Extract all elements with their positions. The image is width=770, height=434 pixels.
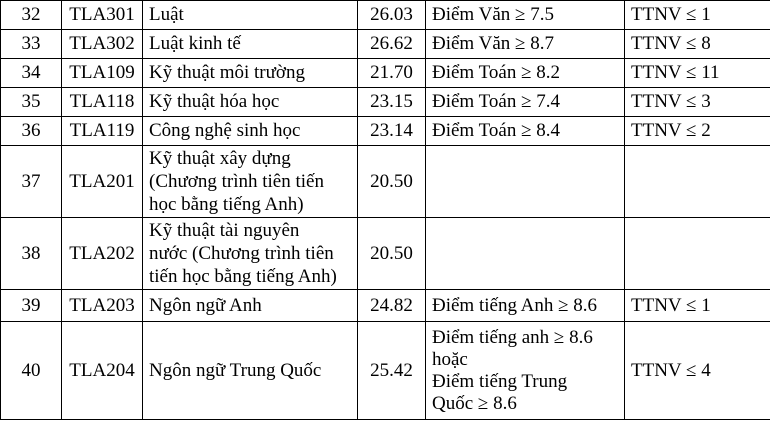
row-number: 34: [1, 59, 62, 88]
program-name: [143, 290, 358, 322]
criterion-line: Điểm Toán ≥ 8.2: [432, 62, 561, 83]
row-number: 36: [1, 117, 62, 146]
program-code: TLA118: [62, 88, 143, 117]
tiebreak-criterion: [426, 322, 625, 420]
cutoff-score: 20.50: [358, 146, 426, 218]
program-name-line: Công nghệ sinh học: [149, 120, 301, 141]
cutoff-score: 26.03: [358, 1, 426, 30]
tiebreak-criterion: [426, 88, 625, 117]
program-name: [143, 117, 358, 146]
criterion-line: Điểm tiếng Trung: [432, 370, 568, 392]
program-name-line: nước (Chương trình tiên: [149, 243, 334, 264]
row-number: 35: [1, 88, 62, 117]
criterion-line: hoặc: [432, 348, 468, 370]
criterion-line: Điểm Toán ≥ 7.4: [432, 91, 561, 112]
wish-order-limit: TTNV ≤ 8: [625, 30, 770, 59]
row-number: 38: [1, 218, 62, 290]
row-number: 37: [1, 146, 62, 218]
table-row: [1, 290, 770, 322]
criterion-line: Điểm tiếng anh ≥ 8.6: [432, 326, 593, 348]
program-name-line: Ngôn ngữ Anh: [149, 294, 262, 316]
wish-order-limit: TTNV ≤ 1: [625, 290, 770, 322]
program-code: TLA302: [62, 30, 143, 59]
program-code: TLA109: [62, 59, 143, 88]
table-row: [1, 146, 770, 218]
criterion-line: Điểm Văn ≥ 8.7: [432, 33, 554, 54]
program-code: TLA203: [62, 290, 143, 322]
program-name: [143, 218, 358, 290]
cutoff-score: 21.70: [358, 59, 426, 88]
program-code: TLA301: [62, 1, 143, 30]
cutoff-score: 24.82: [358, 290, 426, 322]
table-row: [1, 1, 770, 30]
program-name: [143, 322, 358, 420]
program-name-line: Ngôn ngữ Trung Quốc: [149, 359, 322, 381]
cutoff-score: 23.14: [358, 117, 426, 146]
program-name-line: Luật kinh tế: [149, 33, 241, 54]
criterion-line: Điểm tiếng Anh ≥ 8.6: [432, 294, 598, 316]
program-name-line: Kỹ thuật tài nguyên: [149, 220, 300, 241]
program-name-line: học bằng tiếng Anh): [149, 194, 304, 215]
tiebreak-criterion: [426, 1, 625, 30]
row-number: 39: [1, 290, 62, 322]
wish-order-limit: TTNV ≤ 3: [625, 88, 770, 117]
program-name-line: Kỹ thuật hóa học: [149, 91, 280, 112]
table-row: [1, 117, 770, 146]
program-name-line: (Chương trình tiên tiến: [149, 171, 324, 192]
program-name-line: Luật: [149, 4, 184, 25]
program-code: TLA201: [62, 146, 143, 218]
row-number: 33: [1, 30, 62, 59]
tiebreak-criterion: [426, 146, 625, 218]
table-row: [1, 218, 770, 290]
program-name: [143, 146, 358, 218]
tiebreak-criterion: [426, 290, 625, 322]
tiebreak-criterion: [426, 117, 625, 146]
program-name: [143, 88, 358, 117]
program-code: TLA204: [62, 322, 143, 420]
wish-order-limit: [625, 146, 770, 218]
program-code: TLA119: [62, 117, 143, 146]
cutoff-score: 20.50: [358, 218, 426, 290]
tiebreak-criterion: [426, 59, 625, 88]
cutoff-score: 25.42: [358, 322, 426, 420]
criterion-line: Điểm Toán ≥ 8.4: [432, 120, 561, 141]
cutoff-score: 23.15: [358, 88, 426, 117]
tiebreak-criterion: [426, 30, 625, 59]
wish-order-limit: TTNV ≤ 11: [625, 59, 770, 88]
criterion-line: Điểm Văn ≥ 7.5: [432, 4, 554, 25]
program-name: [143, 1, 358, 30]
program-name-line: tiến học bằng tiếng Anh): [149, 266, 337, 287]
row-number: 32: [1, 1, 62, 30]
program-name-line: Kỹ thuật môi trường: [149, 62, 305, 83]
table-row: [1, 322, 770, 420]
tiebreak-criterion: [426, 218, 625, 290]
wish-order-limit: TTNV ≤ 4: [625, 322, 770, 420]
table-row: [1, 88, 770, 117]
program-name: [143, 30, 358, 59]
wish-order-limit: TTNV ≤ 2: [625, 117, 770, 146]
cutoff-score: 26.62: [358, 30, 426, 59]
table-row: [1, 59, 770, 88]
program-name: [143, 59, 358, 88]
criterion-line: Quốc ≥ 8.6: [432, 392, 517, 414]
table-row: [1, 30, 770, 59]
wish-order-limit: TTNV ≤ 1: [625, 1, 770, 30]
wish-order-limit: [625, 218, 770, 290]
program-code: TLA202: [62, 218, 143, 290]
program-name-line: Kỹ thuật xây dựng: [149, 148, 291, 169]
row-number: 40: [1, 322, 62, 420]
